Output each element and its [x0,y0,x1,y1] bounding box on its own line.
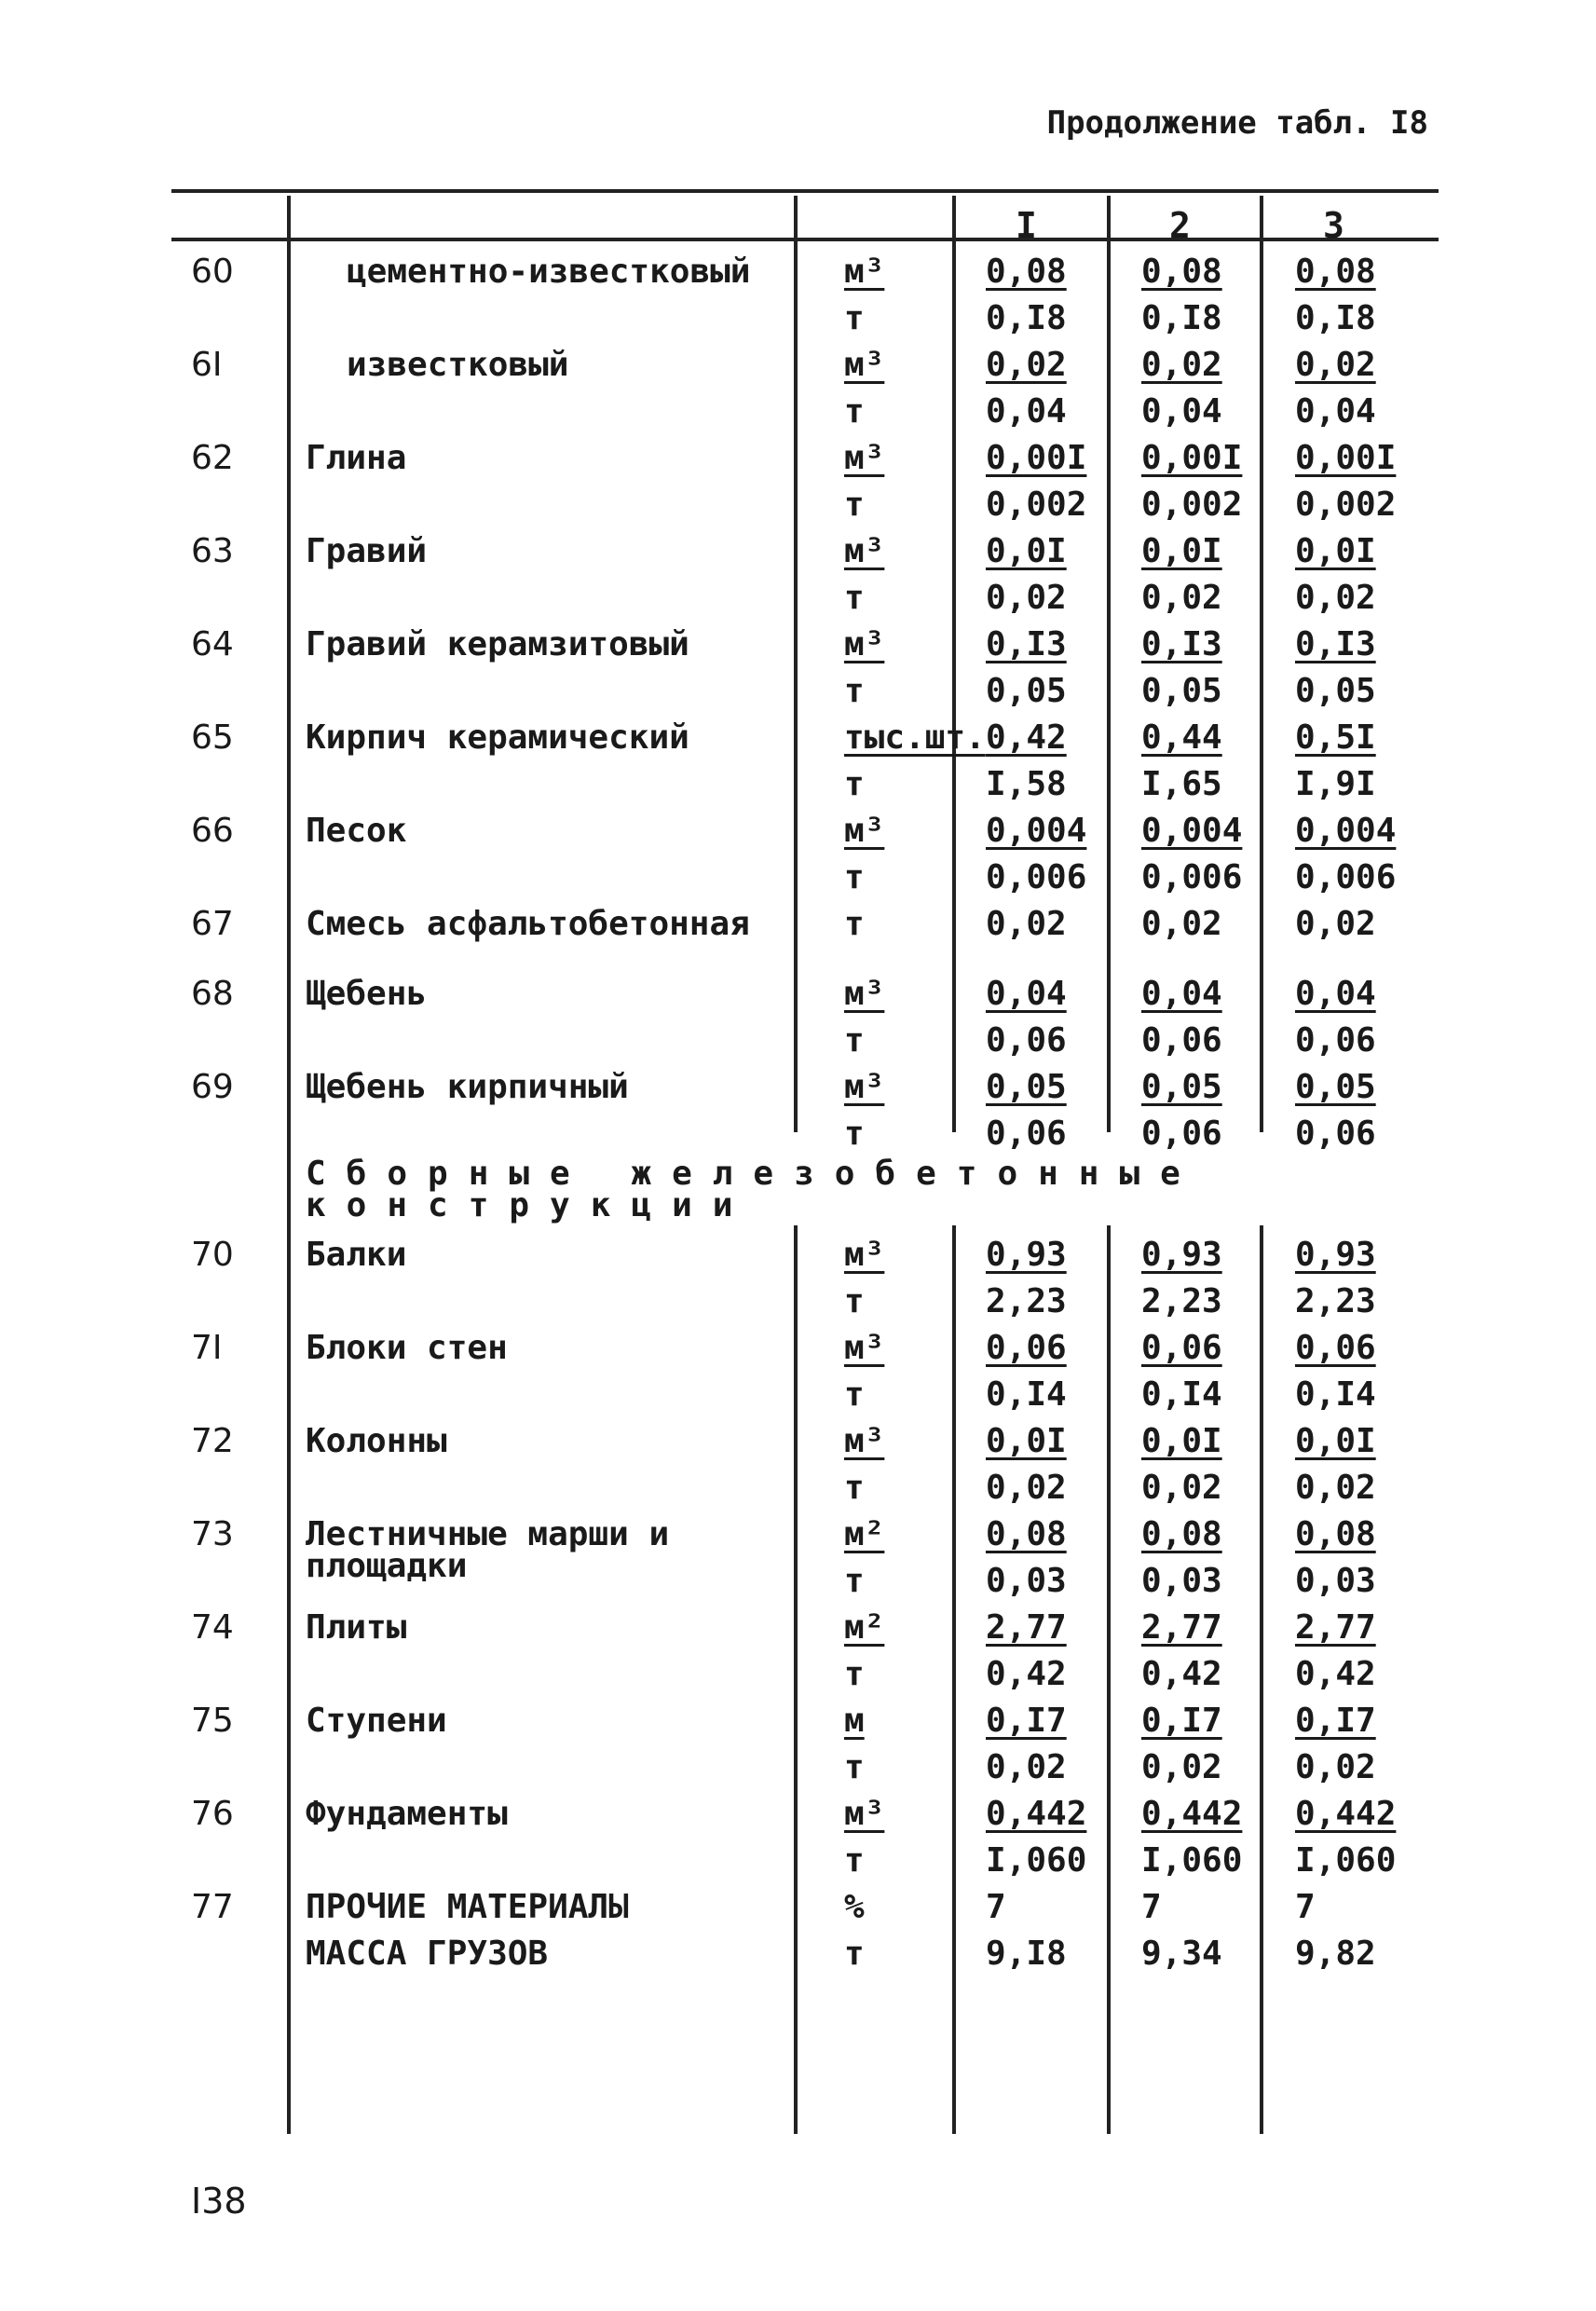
value-cell: 0,02 [1295,579,1376,617]
value-cell: I,65 [1141,765,1222,803]
value-cell: 0,I3 [1141,625,1222,663]
material-name: Ступени [306,1702,447,1740]
row-number: 64 [191,625,234,663]
row-number: 62 [191,439,234,477]
unit: т [844,1021,865,1060]
value-cell: 0,08 [1141,1515,1222,1553]
row-number: 7I [191,1329,223,1367]
unit: м² [844,1608,885,1647]
row-number: 60 [191,253,234,291]
value-cell: 0,04 [1141,392,1222,431]
unit: т [844,579,865,617]
value-cell: 0,004 [1295,812,1397,850]
unit: м³ [844,1236,885,1274]
value-cell: 0,004 [986,812,1087,850]
unit: м³ [844,346,885,384]
unit: м³ [844,532,885,570]
value-cell: 0,00I [1141,439,1243,477]
row-number: 68 [191,975,234,1013]
unit: м³ [844,1068,885,1106]
value-cell: 0,02 [1295,346,1376,384]
material-name: ПРОЧИЕ МАТЕРИАЛЫ [306,1888,629,1926]
value-cell: 0,002 [1141,485,1243,524]
value-cell: 0,02 [1295,1748,1376,1786]
row-number: 66 [191,812,234,850]
value-cell: 9,34 [1141,1935,1222,1973]
value-cell: I,9I [1295,765,1376,803]
table-header-rule [171,238,1439,241]
value-cell: 0,05 [1141,1068,1222,1106]
unit: м³ [844,812,885,850]
value-cell: 0,06 [1141,1021,1222,1060]
value-cell: 0,02 [986,1469,1067,1507]
value-cell: 0,93 [1141,1236,1222,1274]
unit: т [844,392,865,431]
value-cell: 2,23 [986,1282,1067,1320]
row-number: 75 [191,1702,234,1740]
table-divider [1260,1225,1263,2134]
unit: т [844,1282,865,1320]
material-name: Плиты [306,1608,407,1647]
value-cell: 0,02 [986,346,1067,384]
value-cell: I,060 [986,1841,1087,1880]
value-cell: 0,08 [1295,253,1376,291]
value-cell: 0,04 [1295,392,1376,431]
unit: м³ [844,625,885,663]
value-cell: 2,77 [986,1608,1067,1647]
value-cell: 7 [1295,1888,1316,1926]
value-cell: 0,08 [986,1515,1067,1553]
value-cell: 0,442 [986,1795,1087,1833]
material-name: Щебень кирпичный [306,1068,629,1106]
value-cell: 0,06 [1295,1329,1376,1367]
value-cell: 0,02 [1141,905,1222,943]
unit: т [844,1748,865,1786]
value-cell: 0,06 [986,1021,1067,1060]
unit: м³ [844,975,885,1013]
value-cell: 9,82 [1295,1935,1376,1973]
unit: м³ [844,439,885,477]
unit: т [844,858,865,896]
material-name: Блоки стен [306,1329,508,1367]
unit: м³ [844,253,885,291]
unit: тыс.шт. [844,718,986,757]
unit: % [844,1888,865,1926]
value-cell: I,060 [1295,1841,1397,1880]
value-cell: 0,0I [986,532,1067,570]
value-cell: 0,06 [1141,1329,1222,1367]
value-cell: 0,I3 [1295,625,1376,663]
table-divider [1107,196,1111,1132]
value-cell: 9,I8 [986,1935,1067,1973]
value-cell: 0,42 [986,718,1067,757]
unit: м³ [844,1795,885,1833]
value-cell: 0,0I [986,1422,1067,1460]
unit: т [844,905,865,943]
value-cell: 0,02 [1295,905,1376,943]
unit: м³ [844,1329,885,1367]
value-cell: 0,44 [1141,718,1222,757]
row-number: 74 [191,1608,234,1647]
row-number: 6I [191,346,223,384]
material-name: Колонны [306,1422,447,1460]
value-cell: 7 [986,1888,1006,1926]
material-name: МАССА ГРУЗОВ [306,1935,549,1973]
row-number: 76 [191,1795,234,1833]
material-name: Гравий керамзитовый [306,625,689,663]
value-cell: 0,02 [986,905,1067,943]
value-cell: 0,42 [1295,1655,1376,1693]
section-heading: конструкции [306,1186,754,1224]
unit: т [844,672,865,710]
value-cell: 0,04 [1141,975,1222,1013]
column-header: 2 [1169,205,1191,246]
column-header: 3 [1323,205,1344,246]
unit: т [844,765,865,803]
value-cell: 0,I8 [986,299,1067,337]
value-cell: 0,I8 [1295,299,1376,337]
value-cell: 0,06 [986,1114,1067,1153]
value-cell: 0,08 [986,253,1067,291]
value-cell: 0,06 [986,1329,1067,1367]
material-name: известковый [347,346,569,384]
value-cell: 0,06 [1295,1114,1376,1153]
material-name: Смесь асфальтобетонная [306,905,750,943]
value-cell: 0,I8 [1141,299,1222,337]
unit: т [844,1375,865,1414]
value-cell: 0,05 [1141,672,1222,710]
value-cell: 0,05 [1295,1068,1376,1106]
value-cell: 0,03 [1141,1562,1222,1600]
unit: т [844,1114,865,1153]
value-cell: 0,03 [986,1562,1067,1600]
value-cell: 0,0I [1141,1422,1222,1460]
row-number: 69 [191,1068,234,1106]
value-cell: 0,02 [1141,579,1222,617]
value-cell: 0,02 [1141,1748,1222,1786]
value-cell: 0,05 [986,1068,1067,1106]
table-divider [952,1225,956,2134]
value-cell: 0,02 [1141,1469,1222,1507]
value-cell: 2,77 [1295,1608,1376,1647]
material-name: площадки [306,1547,468,1585]
value-cell: 2,77 [1141,1608,1222,1647]
material-name: Щебень [306,975,428,1013]
unit: т [844,1562,865,1600]
table-divider [1260,196,1263,1132]
unit: т [844,1469,865,1507]
value-cell: 0,00I [1295,439,1397,477]
value-cell: 0,03 [1295,1562,1376,1600]
row-number: 72 [191,1422,234,1460]
value-cell: 0,05 [986,672,1067,710]
value-cell: 0,I4 [1295,1375,1376,1414]
row-number: 70 [191,1236,234,1274]
row-number: 77 [191,1888,234,1926]
value-cell: 0,04 [986,975,1067,1013]
value-cell: 0,0I [1141,532,1222,570]
value-cell: 0,5I [1295,718,1376,757]
value-cell: 0,04 [1295,975,1376,1013]
value-cell: 0,06 [1295,1021,1376,1060]
value-cell: 0,442 [1141,1795,1243,1833]
unit: т [844,1655,865,1693]
material-name: Балки [306,1236,407,1274]
value-cell: 2,23 [1295,1282,1376,1320]
value-cell: 0,00I [986,439,1087,477]
value-cell: 0,05 [1295,672,1376,710]
material-name: Кирпич керамический [306,718,689,757]
value-cell: 0,93 [986,1236,1067,1274]
value-cell: 0,006 [1295,858,1397,896]
unit: м [844,1702,865,1740]
continuation-label: Продолжение табл. I8 [1046,104,1428,142]
value-cell: 0,42 [986,1655,1067,1693]
value-cell: 0,02 [986,1748,1067,1786]
material-name: Лестничные марши и [306,1515,670,1553]
material-name: цементно-известковый [347,253,751,291]
row-number: 65 [191,718,234,757]
value-cell: 0,006 [986,858,1087,896]
unit: т [844,299,865,337]
page-number: I38 [191,2181,247,2222]
value-cell: 0,I4 [1141,1375,1222,1414]
value-cell: 7 [1141,1888,1162,1926]
value-cell: 0,I7 [1141,1702,1222,1740]
material-name: Песок [306,812,407,850]
value-cell: 0,02 [1141,346,1222,384]
row-number: 63 [191,532,234,570]
value-cell: I,58 [986,765,1067,803]
section-heading: Сборные железобетонные [306,1155,1201,1193]
value-cell: 0,0I [1295,1422,1376,1460]
unit: т [844,1935,865,1973]
value-cell: 0,I7 [1295,1702,1376,1740]
value-cell: 0,08 [1141,253,1222,291]
row-number: 67 [191,905,234,943]
value-cell: 0,08 [1295,1515,1376,1553]
material-name: Глина [306,439,407,477]
value-cell: 0,442 [1295,1795,1397,1833]
row-number: 73 [191,1515,234,1553]
table-divider [287,196,291,2134]
unit: м³ [844,1422,885,1460]
value-cell: 0,I3 [986,625,1067,663]
value-cell: 0,002 [1295,485,1397,524]
unit: м² [844,1515,885,1553]
value-cell: 0,002 [986,485,1087,524]
value-cell: 0,I7 [986,1702,1067,1740]
value-cell: 0,I4 [986,1375,1067,1414]
value-cell: 0,006 [1141,858,1243,896]
value-cell: 0,02 [986,579,1067,617]
table-divider [794,1225,798,2134]
column-header: I [1016,205,1037,246]
value-cell: 0,0I [1295,532,1376,570]
unit: т [844,1841,865,1880]
table-divider [794,196,798,1132]
value-cell: 0,06 [1141,1114,1222,1153]
material-name: Фундаменты [306,1795,508,1833]
value-cell: 0,93 [1295,1236,1376,1274]
value-cell: 0,04 [986,392,1067,431]
table-divider [952,196,956,1132]
value-cell: 0,004 [1141,812,1243,850]
value-cell: I,060 [1141,1841,1243,1880]
unit: т [844,485,865,524]
table-top-rule [171,189,1439,193]
value-cell: 0,42 [1141,1655,1222,1693]
table-divider [1107,1225,1111,2134]
value-cell: 0,02 [1295,1469,1376,1507]
material-name: Гравий [306,532,428,570]
value-cell: 2,23 [1141,1282,1222,1320]
